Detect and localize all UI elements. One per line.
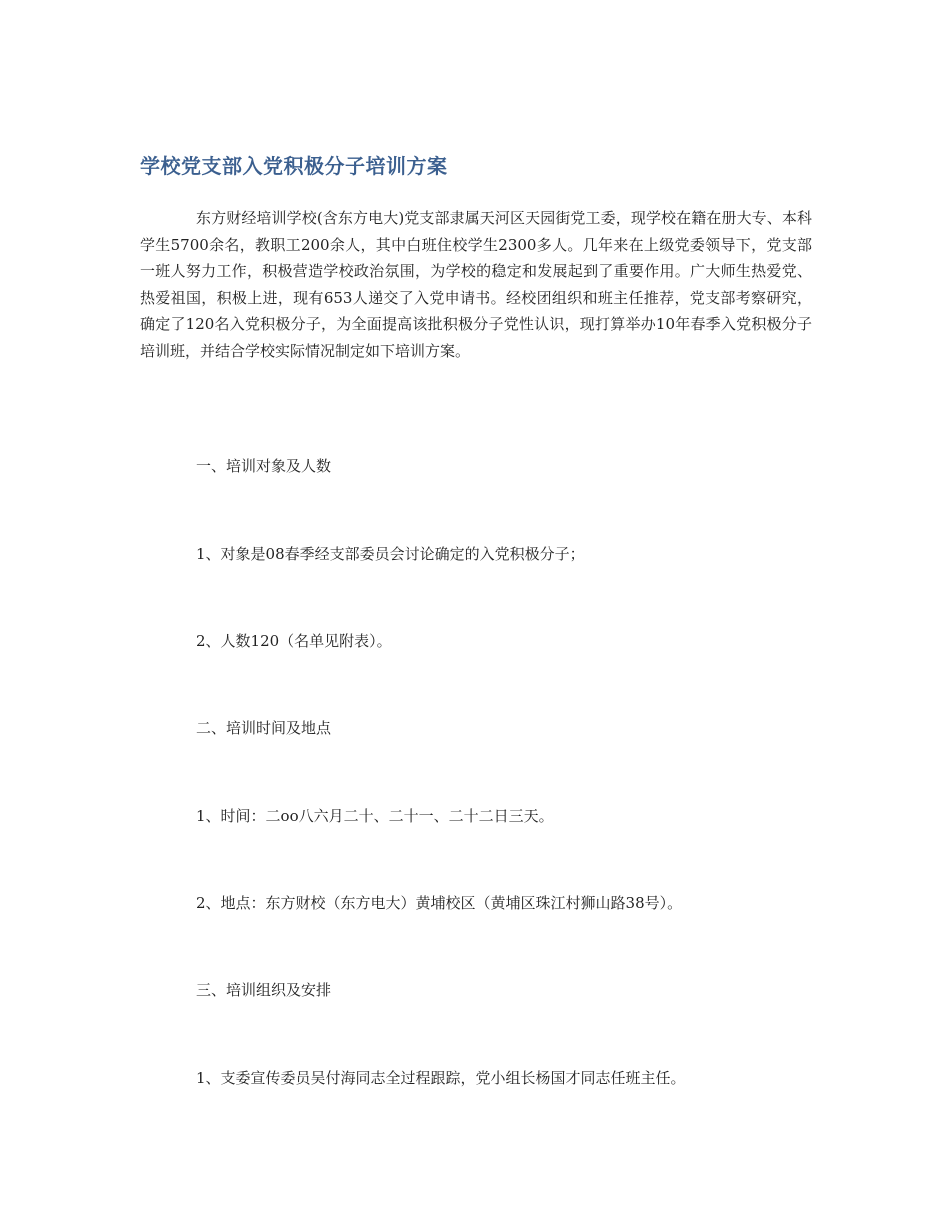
- item-location: 2、地点：东方财校（东方电大）黄埔校区（黄埔区珠江村狮山路38号）。: [196, 894, 683, 912]
- item-time: 1、时间：二oo八六月二十、二十一、二十二日三天。: [196, 807, 554, 825]
- item-count: 2、人数120（名单见附表）。: [196, 632, 392, 650]
- item-targets: 1、对象是08春季经支部委员会讨论确定的入党积极分子；: [196, 545, 585, 563]
- item-organization: 1、支委宣传委员吴付海同志全过程跟踪，党小组长杨国才同志任班主任。: [196, 1069, 686, 1087]
- section-heading-organization: 三、培训组织及安排: [196, 981, 332, 999]
- section-heading-training-targets: 一、培训对象及人数: [196, 457, 332, 475]
- section-heading-time-location: 二、培训时间及地点: [196, 719, 332, 737]
- document-title: 学校党支部入党积极分子培训方案: [140, 154, 448, 178]
- intro-paragraph: 东方财经培训学校(含东方电大)党支部隶属天河区天园街党工委，现学校在籍在册大专、本科学生5700余名，教职工200余人，其中白班住校学生2300多人。几年来在上级党委领导下，党支部一班人努力工作，积极营造学校政治氛围，为学校的稳定和发展起到了重要作用。广大师生热爱党、热爱祖国，积极上进，现有653人递交了入党申请书。经校团组织和班主任推荐，党支部考察研究，确定了120名入党积极分子，为全面提高该批积极分子党性认识，现打算举办10年春季入党积极分子培训班，并结合学校实际情况制定如下培训方案。: [140, 209, 812, 360]
